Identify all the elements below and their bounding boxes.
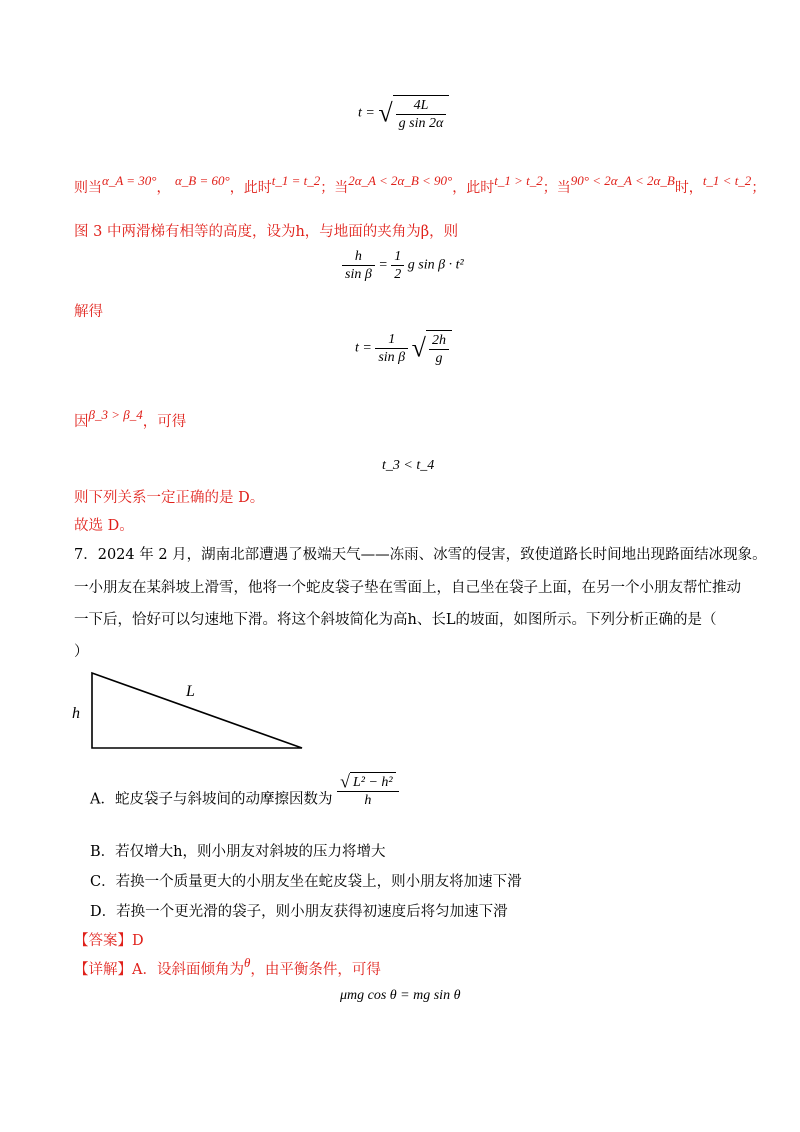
question-7-line-1: 7．2024 年 2 月，湖南北部遭遇了极端天气——冻雨、冰雪的侵害，致使道路长时间地出现路面结冰现象。: [74, 547, 767, 563]
sqrt-sign: √: [378, 98, 393, 128]
option-a: A．蛇皮袋子与斜坡间的动摩擦因数为 $\frac{\text{√ L² − h²}}{h}$: [90, 782, 399, 819]
formula-lhs: t =: [358, 105, 375, 121]
red-line-conditions: 则当α_A = 30°， α_B = 60°，此时t_1 = t_2；当2α_A < 2α_B < 90°，此时t_1 > t_2；当90° < 2α_A < 2α_B时，t_1 < t_2；: [74, 173, 766, 196]
red-line-solve: 解得: [74, 304, 103, 320]
formula-num: 4L: [396, 97, 447, 115]
red-line-conclusion: 则下列关系一定正确的是 D。: [74, 490, 265, 506]
option-a-formula: $\frac{\text{√ L² − h²}}{h}$: [337, 783, 399, 798]
option-d: D．若换一个更光滑的袋子，则小朋友获得初速度后将匀加速下滑: [90, 904, 508, 920]
option-b: B．若仅增大h，则小朋友对斜坡的压力将增大: [90, 844, 386, 860]
formula-friction-balance: μmg cos θ = mg sin θ: [340, 988, 461, 1003]
formula-t-sqrt: [358, 95, 449, 132]
option-c: C．若换一个质量更大的小朋友坐在蛇皮袋上，则小朋友将加速下滑: [90, 874, 522, 890]
math-beta-compare: β_3 > β_4: [88, 407, 143, 422]
sqrt-sign: √: [411, 333, 426, 363]
formula-den: g sin 2α: [398, 116, 444, 131]
math-t1-lt-t2: t_1 < t_2: [702, 173, 752, 188]
math-alpha-a: α_A = 30°: [102, 173, 157, 188]
slope-triangle: [92, 673, 302, 748]
question-7-line-2: 一小朋友在某斜坡上滑雪，他将一个蛇皮袋子垫在雪面上，自己坐在袋子上面，在另一个小朋友帮忙推动: [74, 580, 741, 596]
detail-label: 【详解】: [74, 962, 132, 978]
formula-h-sinbeta: $\frac{h}{\text{sin β}}$ = $\frac{1}{2}$ g sin β · t²: [342, 248, 464, 283]
math-t1-eq-t2: t_1 = t_2: [271, 173, 321, 188]
math-alpha-b: α_B = 60°: [174, 173, 230, 188]
math-theta: θ: [243, 955, 251, 970]
answer-line: [74, 931, 144, 951]
question-7-line-3: 一下后，恰好可以匀速地下滑。将这个斜坡简化为高h、长L的坡面，如图所示。下列分析正确的是（: [74, 612, 717, 628]
formula-t3-lt-t4: t_3 < t_4: [382, 458, 435, 473]
red-line-because: 因β_3 > β_4，可得: [74, 407, 187, 430]
slope-diagram: [0, 665, 800, 765]
red-line-figure3: 图 3 中两滑梯有相等的高度，设为h，与地面的夹角为β，则: [74, 224, 459, 240]
answer-value: D: [132, 933, 144, 949]
detail-line: 【详解】A．设斜面倾角为θ，由平衡条件，可得: [74, 955, 381, 978]
formula-t-beta: t = $\frac{1}{\text{sin β}}$ √ $\frac{2h}{g}$: [355, 330, 452, 367]
math-t1-gt-t2: t_1 > t_2: [494, 173, 543, 188]
red-line-choose: 故选 D。: [74, 518, 134, 534]
math-range-2: 90° < 2α_A < 2α_B: [570, 173, 675, 188]
question-7-line-4: ）: [74, 644, 89, 660]
answer-label: 【答案】: [74, 933, 132, 949]
math-range-1: 2α_A < 2α_B < 90°: [348, 173, 453, 188]
label-L: L: [186, 683, 195, 700]
label-h: h: [72, 705, 80, 722]
